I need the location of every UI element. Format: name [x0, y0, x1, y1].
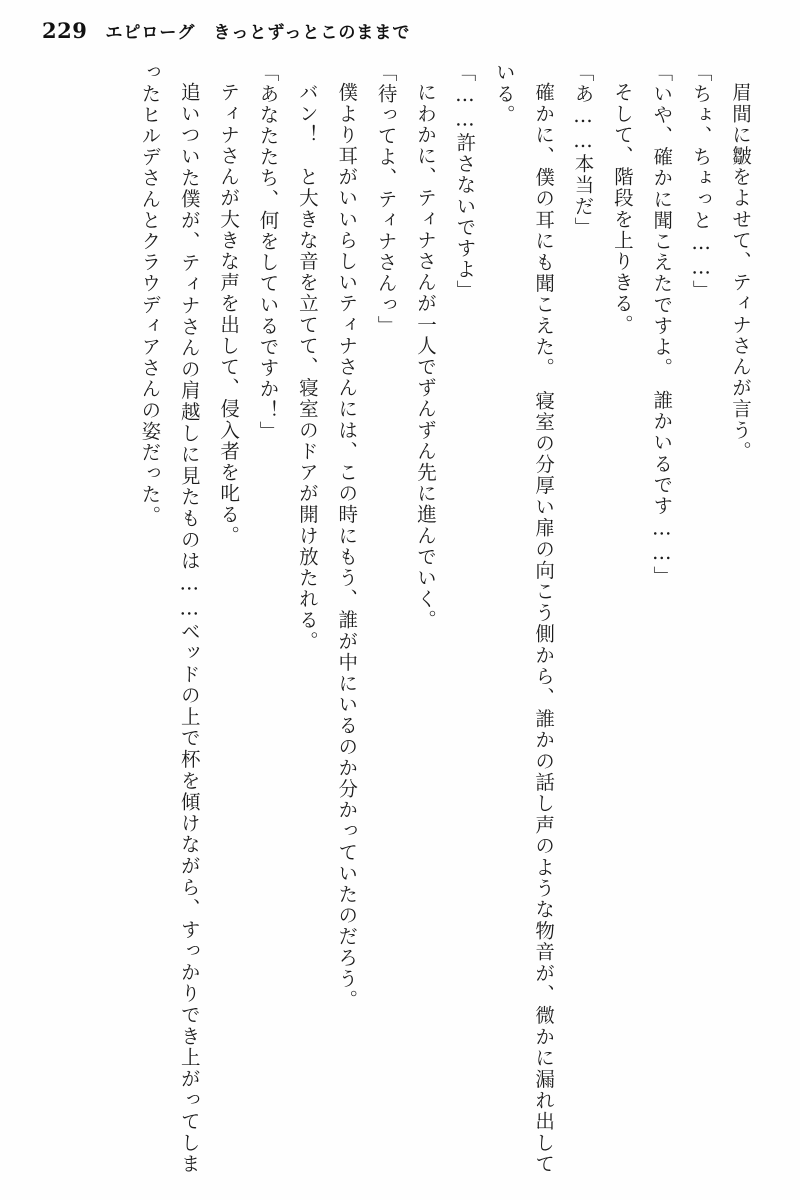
page-number: 229 [42, 18, 88, 43]
paragraph: ティナさんが大きな声を出して、侵入者を叱る。 [217, 81, 241, 546]
paragraph: 「……許さないですよ」 [453, 62, 477, 302]
paragraph: 追いついた僕が、ティナさんの肩越しに見たものは……ベッドの上で杯を傾けながら、すっかりでき上がってしまったヒルデさんとクラウディアさんの姿だった。 [138, 62, 201, 1174]
chapter-title: エピローグ きっとずっとこのままで [105, 23, 411, 43]
vertical-text-column [40, 62, 760, 1174]
paragraph: 眉間に皺をよせて、ティナさんが言う。 [729, 81, 752, 462]
paragraph: 「待ってよ、ティナさんっ」 [374, 62, 398, 337]
paragraph: 僕より耳がいいらしいティナさんには、この時にもう、誰が中にいるのか分かっていたのだろう。 [335, 81, 359, 1010]
paragraph: 「あなたたち、何をしているですか！」 [256, 62, 280, 442]
paragraph: バン！ と大きな音を立てて、寝室のドアが開け放たれる。 [295, 81, 319, 652]
paragraph: 確かに、僕の耳にも聞こえた。 寝室の分厚い扉の向こう側から、誰かの話し声のような物音が、微かに漏れ出している。 [492, 62, 556, 1174]
paragraph: 「あ……本当だ」 [571, 62, 595, 238]
paragraph: 「いや、確かに聞こえたですよ。 誰かいるです……」 [650, 62, 674, 587]
paragraph: 「ちょ、ちょっと……」 [689, 62, 713, 302]
paragraph: にわかに、ティナさんが一人でずんずん先に進んでいく。 [414, 81, 437, 631]
running-header [42, 18, 758, 52]
paragraph: そして、階段を上りきる。 [610, 81, 634, 335]
page-body [40, 62, 760, 1174]
